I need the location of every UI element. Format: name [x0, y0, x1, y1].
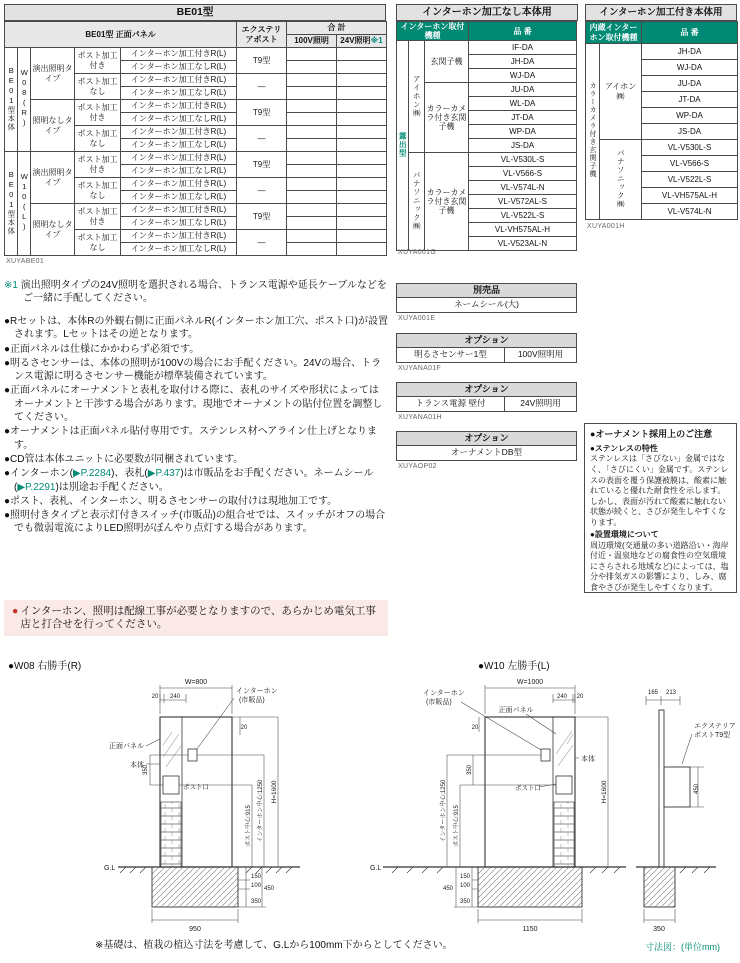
price-cell: [287, 113, 337, 126]
price-cell: [337, 204, 387, 217]
group1-body-label: [5, 48, 18, 152]
group1-body-text: BE01型本体: [6, 65, 16, 132]
note-bullet: ●照明付きタイプと表示灯付きスイッチ(市販品)の組合せでは、スイッチがオフの場合でも微弱電流によりLED照明がぼんやり点灯する場合があります。: [4, 510, 386, 535]
option2-item: トランス電源 壁付: [396, 397, 505, 412]
price-cell: [287, 191, 337, 204]
w08-width-dim: W=800: [184, 679, 208, 686]
part-number: VL-V530L-S: [642, 140, 738, 156]
part-number: WP-DA: [469, 125, 577, 139]
w10-panel-dim: 240: [556, 694, 568, 700]
dim-350: 350: [143, 764, 149, 776]
part-number: VL-V566-S: [469, 167, 577, 181]
option1-use: 100V照明用: [505, 348, 577, 363]
post-t9-cell: T9型: [237, 152, 287, 178]
option2-header: オプション: [396, 382, 577, 397]
proc-with-cell: ポスト加工付き: [75, 152, 121, 178]
type-color-camera: カラーカメラ付き玄関子機: [425, 153, 469, 251]
type-door-station: 玄関子機: [425, 41, 469, 83]
maker-panasonic: [600, 140, 642, 220]
drawing1-title: ●W08 右勝手(R): [8, 661, 82, 672]
accessory-header: 別売品: [396, 283, 577, 298]
price-cell: [337, 217, 387, 230]
body-label: 本体: [581, 756, 595, 763]
intercom-none-cell: インターホン加工なしR(L): [121, 217, 237, 230]
part-number: VL-V530L-S: [469, 153, 577, 167]
price-cell: [337, 87, 387, 100]
foundation-width-dim: 1150: [522, 926, 538, 933]
maker-panasonic: [409, 153, 425, 251]
maker-aiphone: アイホン㈱: [600, 44, 642, 140]
exterior-post-label-line1: エクステリア: [694, 723, 736, 730]
detail-base-width: 350: [653, 926, 665, 933]
accessory-code: XUYA001E: [398, 315, 436, 322]
part-number: VL-V522L-S: [642, 172, 738, 188]
price-cell: [337, 165, 387, 178]
brick-base: [161, 802, 181, 867]
price-cell: [337, 243, 387, 256]
intercom-with-cell: インターホン加工付きR(L): [121, 48, 237, 61]
caution-s2-body: 周辺環境(交通量の多い道路沿い・海岸付近・温泉地などの腐食性の空気環境にさらされる地域など)によっては、塩分や排気ガスの影響により、しみ、腐食やさびが発生しやすくなります。: [590, 540, 729, 592]
part-number: JU-DA: [642, 76, 738, 92]
option1-item: 明るさセンサー1型: [396, 348, 505, 363]
foundation-dim-150: 150: [251, 874, 262, 880]
part-number: JS-DA: [642, 124, 738, 140]
note-bullet: ●Rセットは、本体Rの外観右側に正面パネルR(インターホン加工穴、ポスト口)が設置されます。Lセットはその逆となります。: [4, 316, 388, 341]
post-dash-cell: —: [237, 74, 287, 100]
detail-dim-165: 165: [647, 690, 659, 696]
foundation-note: ※基礎は、植栽の植込寸法を考慮して、G.Lから100mm下からとしてください。: [95, 940, 453, 951]
link-note-mid1: )、表札(: [111, 468, 148, 480]
post-dash-cell: —: [237, 178, 287, 204]
table3-title: インターホン加工付き本体用: [585, 4, 737, 21]
part-number: VL-V523AL-N: [469, 237, 577, 251]
detail-dim-450: 450: [694, 783, 700, 795]
intercom-none-cell: インターホン加工なしR(L): [121, 61, 237, 74]
caution-s1-title: ●ステンレスの特性: [590, 443, 658, 453]
front-panel-label: 正面パネル: [109, 743, 144, 750]
foundation-dim-350: 350: [459, 899, 470, 905]
foundation-dim-450: 450: [264, 886, 275, 892]
intercom-with-cell: インターホン加工付きR(L): [121, 100, 237, 113]
ground-level-label: G.L: [370, 865, 382, 872]
dim-350: 350: [467, 764, 473, 776]
brick-base: [554, 802, 574, 867]
ground-level-label: G.L: [104, 865, 116, 872]
table2-header-mount: インターホン取付機種: [397, 22, 469, 41]
part-number: VL-VH575AL-H: [469, 223, 577, 237]
price-cell: [337, 100, 387, 113]
table3-header-part: 品 番: [642, 22, 738, 44]
maker-aiphone-text: アイホン㈱: [412, 74, 422, 118]
post-slot-label: ポスト口: [183, 784, 209, 791]
link-note-pre: ●インターホン(: [4, 468, 73, 480]
intercom-none-cell: インターホン加工なしR(L): [121, 113, 237, 126]
foundation: [478, 867, 582, 907]
page-ref-2291: ▶P.2291: [17, 481, 56, 493]
note-bullet: ●正面パネルにオーナメントと表札を取付ける際に、表札のサイズや形状によっては オーナメントと干渉する場合があります。現地でオーナメントの貼付位置を調整してください。: [4, 385, 383, 424]
price-cell: [337, 178, 387, 191]
exposed-type-label: [397, 41, 409, 251]
exposed-type-text: 露出型: [398, 132, 408, 158]
intercom-with-cell: インターホン加工付きR(L): [121, 178, 237, 191]
header-24v-label: 24V照明: [340, 36, 371, 46]
drawing-w08: [0, 672, 368, 934]
post-center-dim: ポスト中心:915: [454, 805, 460, 847]
ref-text: 演出照明タイプの24V照明を選択される場合、トランス電源や延長ケーブルなどをご一緒に手配してください。: [20, 280, 387, 305]
dim-20: 20: [240, 725, 248, 731]
price-cell: [287, 48, 337, 61]
maker-panasonic-text: パナソニック㈱: [412, 171, 422, 231]
exterior-post-label-line2: ポストT9型: [694, 732, 731, 739]
panel-glass-hatch: [556, 731, 573, 766]
part-number: WP-DA: [642, 108, 738, 124]
proc-none-cell: ポスト加工なし: [75, 230, 121, 256]
alert-text: インターホン、照明は配線工事が必要となりますので、あらかじめ電気工事店と打合せを行ってください。: [20, 605, 376, 631]
caution-title: ●オーナメント採用上のご注意: [590, 429, 713, 439]
intercom-none-cell: インターホン加工なしR(L): [121, 243, 237, 256]
intercom-machined-table: [585, 21, 738, 220]
intercom-none-cell: インターホン加工なしR(L): [121, 139, 237, 152]
detail-foundation: [644, 867, 675, 907]
price-cell: [287, 100, 337, 113]
panel-glass-hatch: [163, 732, 181, 767]
foundation-dim-450: 450: [442, 886, 453, 892]
note-bullet: ●CD管は本体ユニットに必要数が同梱されています。: [4, 453, 244, 465]
header-24v-ref: ※1: [370, 36, 383, 46]
builtin-type-text: カラーカメラ付き玄関子機: [589, 82, 596, 179]
intercom-none-cell: インターホン加工なしR(L): [121, 165, 237, 178]
intercom-label-line1: インターホン: [236, 688, 278, 695]
price-cell: [337, 191, 387, 204]
price-cell: [287, 139, 337, 152]
part-number: VL-V566-S: [642, 156, 738, 172]
ornament-caution-box: [584, 423, 737, 593]
post-slot: [163, 776, 179, 794]
type-nolight-cell: 照明なしタイプ: [31, 204, 75, 256]
intercom-with-cell: インターホン加工付きR(L): [121, 152, 237, 165]
post-dash-cell: —: [237, 126, 287, 152]
price-cell: [287, 217, 337, 230]
post-pole: [659, 710, 664, 867]
table2-code: XUYA001G: [398, 249, 437, 256]
part-number: JH-DA: [469, 55, 577, 69]
price-cell: [287, 178, 337, 191]
part-number: VL-V572AL-S: [469, 195, 577, 209]
price-cell: [337, 230, 387, 243]
w08-structure: [118, 717, 300, 907]
caution-s2-title: ●設置環境について: [590, 530, 659, 540]
option3-code: XUYAOP02: [398, 463, 437, 470]
part-number: IF-DA: [469, 41, 577, 55]
dim-20: 20: [471, 725, 479, 731]
height-dim: H=1600: [601, 780, 608, 804]
intercom-label-line2: (市販品): [239, 697, 265, 704]
price-cell: [337, 48, 387, 61]
type-light-cell: 演出照明タイプ: [31, 48, 75, 100]
note-bullet: ●オーナメントは正面パネル貼付専用です。ステンレス材ヘアライン仕上げとなります。: [4, 426, 377, 451]
proc-with-cell: ポスト加工付き: [75, 100, 121, 126]
page-ref-2284: ▶P.2284: [72, 468, 112, 480]
price-cell: [287, 74, 337, 87]
table2-header-part: 品 番: [469, 22, 577, 41]
price-cell: [287, 204, 337, 217]
header-front-panel: BE01型 正面パネル: [5, 22, 237, 48]
group2-size-label: [18, 152, 31, 256]
dimension-unit-note: 寸法図：(単位mm): [645, 942, 720, 952]
part-number: VL-V574L-N: [642, 204, 738, 220]
front-panel-label: 正面パネル: [498, 707, 534, 714]
part-number: JS-DA: [469, 139, 577, 153]
type-color-camera: カラーカメラ付き玄関子機: [425, 83, 469, 153]
intercom-cutout: [541, 749, 550, 761]
header-exterior-post: エクステリアポスト: [237, 22, 287, 48]
price-cell: [287, 87, 337, 100]
price-cell: [287, 61, 337, 74]
price-cell: [337, 152, 387, 165]
intercom-label-line1: インターホン: [423, 690, 465, 697]
price-cell: [337, 74, 387, 87]
note-bullet: ●ポスト、表札、インターホン、明るさセンサーの取付けは現地加工です。: [4, 495, 338, 507]
foundation: [152, 867, 238, 907]
proc-with-cell: ポスト加工付き: [75, 48, 121, 74]
option1-row: [396, 348, 577, 363]
option1-code: XUYANA01F: [398, 365, 442, 372]
ref-mark: ※1: [4, 280, 18, 291]
maker-aiphone: [409, 41, 425, 153]
detail-dim-213: 213: [665, 690, 677, 696]
part-number: JU-DA: [469, 83, 577, 97]
accessory-item: ネームシール(大): [396, 298, 577, 313]
drawing2-title: ●W10 左勝手(L): [478, 661, 550, 672]
be01-spec-table: [4, 21, 387, 256]
price-cell: [287, 126, 337, 139]
price-cell: [287, 230, 337, 243]
part-number: WL-DA: [469, 97, 577, 111]
drawing-w10: [368, 672, 740, 934]
option3-header: オプション: [396, 431, 577, 446]
group1-size-label: [18, 48, 31, 152]
part-number: WJ-DA: [642, 60, 738, 76]
post-t9-cell: T9型: [237, 48, 287, 74]
intercom-cutout: [188, 749, 197, 761]
table1-code: XUYABE01: [6, 258, 45, 265]
w10-margin-dim: 20: [576, 694, 584, 700]
part-number: WJ-DA: [469, 69, 577, 83]
w10-structure: [383, 710, 716, 907]
price-cell: [337, 126, 387, 139]
price-cell: [287, 165, 337, 178]
price-cell: [287, 152, 337, 165]
part-number: VL-V574L-N: [469, 181, 577, 195]
link-note-mid3: )は別途お手配ください。: [55, 481, 169, 493]
ref-note-1: [4, 279, 388, 305]
w10-width-dim: W=1000: [516, 679, 544, 686]
intercom-nomachining-table: [396, 21, 577, 251]
page-ref-437: ▶P.437: [147, 468, 181, 480]
note-bullet-links: [4, 467, 390, 494]
height-dim: H=1600: [271, 780, 278, 804]
part-number: JH-DA: [642, 44, 738, 60]
proc-none-cell: ポスト加工なし: [75, 178, 121, 204]
post-center-dim: ポスト中心:915: [246, 805, 252, 847]
caution-s1-body: ステンレスは「さびない」金属ではなく、「さびにくい」金属です。ステンレスの表面を覆う保護被膜は、酸素に触れていると優れた耐食性を示します。しかし、表面が汚れて酸素に触れない状態が続くと、さびが発生しやすくなります。: [590, 454, 729, 527]
group2-body-text: BE01型本体: [6, 169, 16, 236]
intercom-center-dim: インターホン中心:1250: [258, 779, 264, 843]
option2-row: [396, 397, 577, 412]
w08-margin-dim: 20: [151, 694, 159, 700]
note-bullet: ●正面パネルは仕様にかかわらず必須です。: [4, 343, 200, 355]
be01-table-title: BE01型: [4, 4, 386, 21]
post-slot: [556, 776, 572, 794]
intercom-none-cell: インターホン加工なしR(L): [121, 191, 237, 204]
post-slot-label: ポスト口: [515, 785, 541, 792]
post-t9-cell: T9型: [237, 204, 287, 230]
table3-header-mount: 内蔵インターホン取付機種: [586, 22, 642, 44]
foundation-width-dim: 950: [189, 926, 201, 933]
alert-bullet: ●: [12, 605, 19, 617]
option2-use: 24V照明用: [505, 397, 577, 412]
option3-item: オーナメントDB型: [396, 446, 577, 461]
intercom-label-line2: (市販品): [426, 699, 452, 706]
post-dash-cell: —: [237, 230, 287, 256]
wiring-alert: [4, 600, 388, 636]
intercom-with-cell: インターホン加工付きR(L): [121, 204, 237, 217]
group2-body-label: [5, 152, 18, 256]
proc-with-cell: ポスト加工付き: [75, 204, 121, 230]
body-label: 本体: [130, 762, 144, 769]
foundation-dim-100: 100: [459, 883, 470, 889]
table2-title: インターホン加工なし本体用: [396, 4, 578, 21]
price-cell: [287, 243, 337, 256]
foundation-dim-100: 100: [251, 883, 262, 889]
type-light-cell: 演出照明タイプ: [31, 152, 75, 204]
builtin-type-label: [586, 44, 600, 220]
maker-panasonic-text: パナソニック㈱: [616, 148, 626, 209]
price-cell: [337, 139, 387, 152]
part-number: VL-VH575AL-H: [642, 188, 738, 204]
part-number: JT-DA: [469, 111, 577, 125]
header-100v: 100V照明: [287, 35, 337, 48]
header-total: 合 計: [287, 22, 387, 35]
intercom-center-dim: インターホン中心:1250: [441, 779, 447, 843]
group2-size-text: W10(L): [19, 172, 29, 233]
foundation-dim-150: 150: [459, 874, 470, 880]
group1-size-text: W08(R): [19, 68, 29, 129]
type-nolight-cell: 照明なしタイプ: [31, 100, 75, 152]
intercom-with-cell: インターホン加工付きR(L): [121, 126, 237, 139]
intercom-with-cell: インターホン加工付きR(L): [121, 74, 237, 87]
price-cell: [337, 113, 387, 126]
exterior-post-body: [664, 767, 690, 807]
option2-code: XUYANA01H: [398, 414, 442, 421]
w08-panel-dim: 240: [169, 694, 181, 700]
intercom-none-cell: インターホン加工なしR(L): [121, 87, 237, 100]
price-cell: [337, 61, 387, 74]
link-note-mid2: )は市販品をお手配ください。ネームシール(: [14, 468, 374, 493]
option1-header: オプション: [396, 333, 577, 348]
note-bullet: ●明るさセンサーは、本体の照明が100Vの場合にお手配ください。24Vの場合、トランス電源に明るさセンサー機能が標準装備されています。: [4, 357, 382, 383]
header-24v: [337, 35, 387, 48]
foundation-dim-350: 350: [251, 899, 262, 905]
intercom-with-cell: インターホン加工付きR(L): [121, 230, 237, 243]
proc-none-cell: ポスト加工なし: [75, 126, 121, 152]
post-t9-cell: T9型: [237, 100, 287, 126]
part-number: VL-V522L-S: [469, 209, 577, 223]
proc-none-cell: ポスト加工なし: [75, 74, 121, 100]
table3-code: XUYA001H: [587, 223, 625, 230]
part-number: JT-DA: [642, 92, 738, 108]
notes-list: [4, 315, 390, 537]
